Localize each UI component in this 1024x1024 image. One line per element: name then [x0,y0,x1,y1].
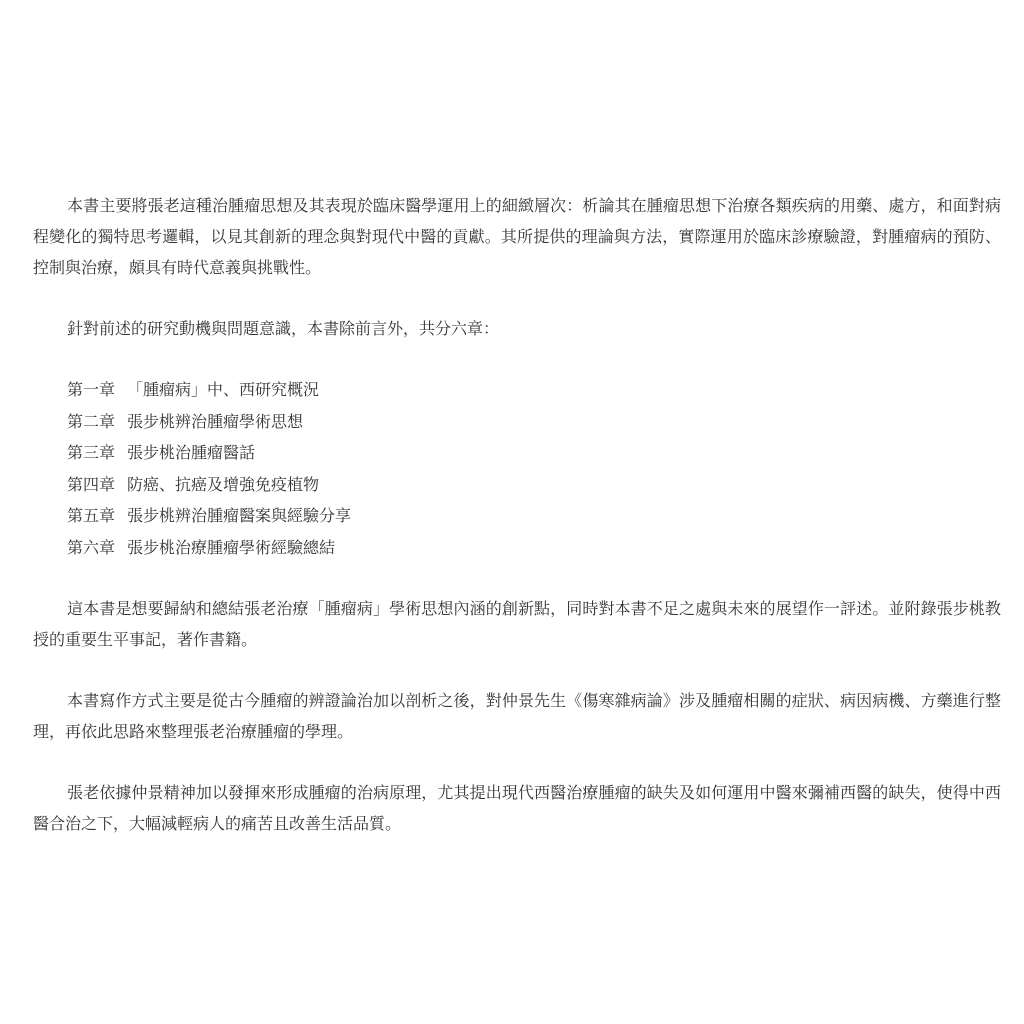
intro-paragraph-2: 針對前述的研究動機與問題意識，本書除前言外，共分六章： [67,319,500,338]
spacer [33,344,1001,374]
chapter-item [67,374,1001,406]
spacer [33,283,1001,313]
chapter-item [67,406,1001,438]
book-description [33,190,1001,839]
chapter-title: 張步桃辨治腫瘤醫案與經驗分享 [127,506,352,525]
chapter-title: 張步桃辨治腫瘤學術思想 [127,411,304,431]
closing-paragraph-3: 張老依據仲景精神加以發揮來形成腫瘤的治病原理，尤其提出現代西醫治療腫瘤的缺失及如何運用中醫來彌補西醫的缺失，使得中西醫合治之下，大幅減輕病人的痛苦且改善生活品質。 [33,783,1001,833]
intro-paragraph-1: 本書主要將張老這種治腫瘤思想及其表現於臨床醫學運用上的細緻層次：析論其在腫瘤思想下治療各類疾病的用藥、處方，和面對病程變化的獨特思考邏輯，以見其創新的理念與對現代中醫的貢獻。其所提供的理論與方法，實際運用於臨床診療驗證，對腫瘤病的預防、控制與治療，頗具有時代意義與挑戰性。 [33,196,1001,277]
chapter-number: 第三章 [67,443,116,462]
chapter-title: 「腫瘤病」中、西研究概況 [127,380,320,399]
closing-paragraph-1: 這本書是想要歸納和總結張老治療「腫瘤病」學術思想內涵的創新點，同時對本書不足之處與未來的展望作一評述。並附錄張步桃教授的重要生平事記，著作書籍。 [33,599,1001,649]
chapter-title: 張步桃治腫瘤醫話 [127,443,256,462]
chapter-item [67,500,1001,532]
chapter-number: 第五章 [67,506,116,525]
spacer [33,563,1001,593]
spacer [33,747,1001,777]
chapter-number: 第二章 [67,411,116,431]
chapter-number: 第六章 [67,537,116,557]
chapter-number: 第一章 [67,380,116,399]
chapter-item [67,469,1001,501]
chapter-item [67,532,1001,564]
spacer [33,655,1001,685]
chapter-item [67,437,1001,469]
chapter-title: 防癌、抗癌及增強免疫植物 [127,474,320,494]
chapter-number: 第四章 [67,474,116,494]
closing-paragraph-2: 本書寫作方式主要是從古今腫瘤的辨證論治加以剖析之後，對仲景先生《傷寒雜病論》涉及腫瘤相關的症狀、病因病機、方藥進行整理，再依此思路來整理張老治療腫瘤的學理。 [33,691,1001,741]
chapter-list [33,374,1001,563]
chapter-title: 張步桃治療腫瘤學術經驗總結 [127,537,336,557]
